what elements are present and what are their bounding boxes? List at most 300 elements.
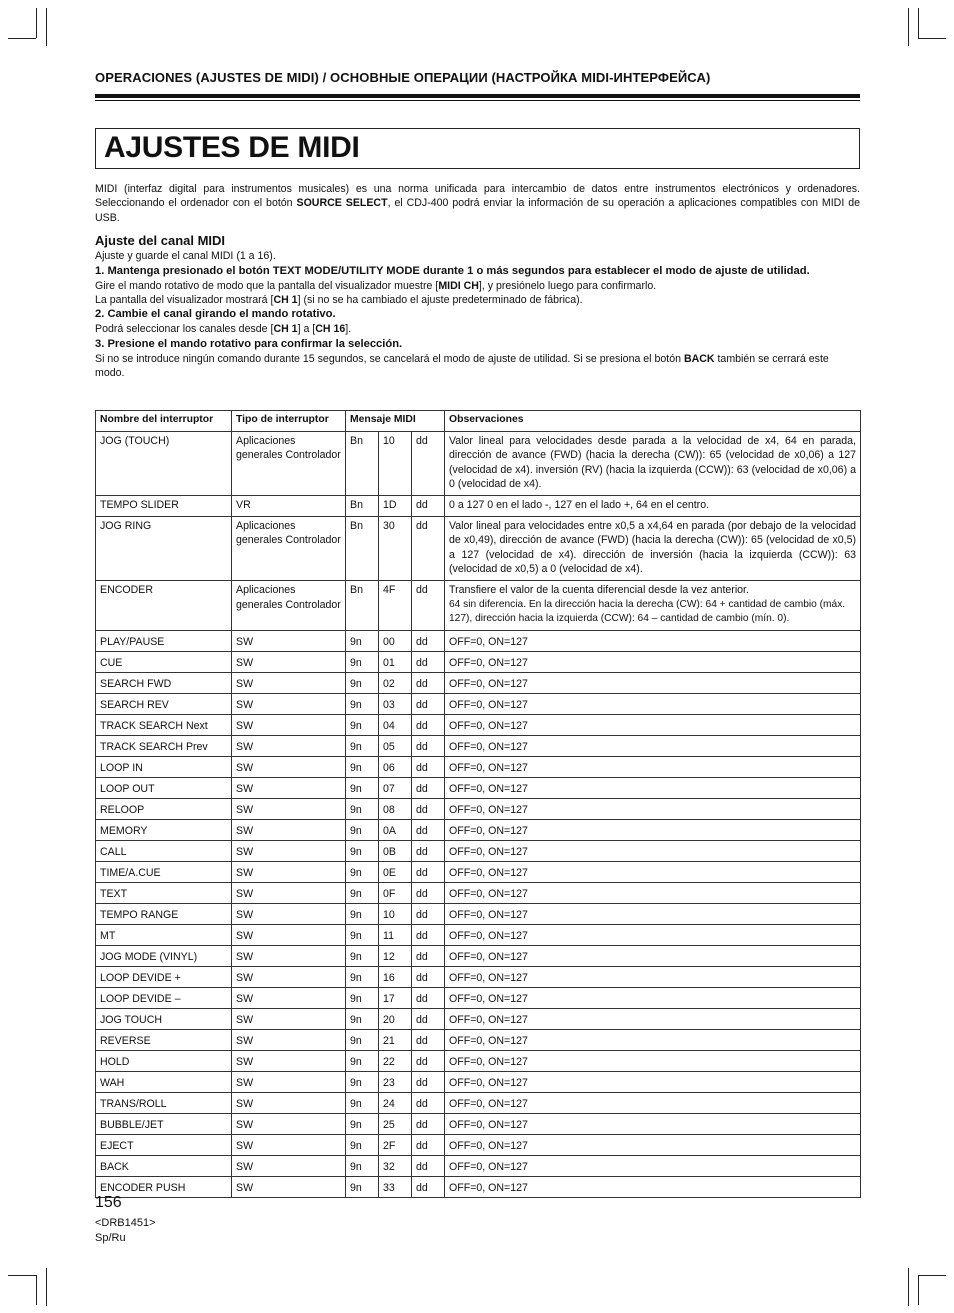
cell-midi-value: dd [412, 924, 445, 945]
observation-text: OFF=0, ON=127 [449, 950, 528, 963]
cell-switch-name: TEXT [96, 882, 232, 903]
observation-text: OFF=0, ON=127 [449, 887, 528, 900]
observation-text: OFF=0, ON=127 [449, 866, 528, 879]
cell-switch-type: SW [232, 861, 346, 882]
cell-switch-name: MEMORY [96, 819, 232, 840]
language-code: Sp/Ru [95, 1231, 126, 1244]
cell-observations [445, 882, 861, 903]
table-row [96, 819, 861, 840]
table-row [96, 987, 861, 1008]
cell-observations [445, 1092, 861, 1113]
table-row [96, 735, 861, 756]
cell-observations [445, 693, 861, 714]
table-row [96, 882, 861, 903]
cell-observations [445, 1113, 861, 1134]
cell-switch-type: SW [232, 777, 346, 798]
cell-midi-value: dd [412, 1092, 445, 1113]
crop-mark [908, 1268, 909, 1306]
cell-switch-type: SW [232, 798, 346, 819]
text: también se cerrará este modo. [95, 352, 829, 380]
cell-midi-value: dd [412, 714, 445, 735]
cell-midi-number: 07 [379, 777, 412, 798]
cell-midi-number: 33 [379, 1176, 412, 1197]
observation-text: OFF=0, ON=127 [449, 740, 528, 753]
cell-switch-name: JOG (TOUCH) [96, 431, 232, 495]
cell-observations [445, 495, 861, 516]
cell-switch-type: SW [232, 1071, 346, 1092]
table-row [96, 1092, 861, 1113]
crop-mark [46, 8, 47, 46]
cell-midi-number: 00 [379, 630, 412, 651]
col-header-obs: Observaciones [445, 411, 861, 432]
cell-midi-value: dd [412, 1029, 445, 1050]
observation-text: OFF=0, ON=127 [449, 677, 528, 690]
table-row [96, 1113, 861, 1134]
cell-midi-number: 21 [379, 1029, 412, 1050]
cell-switch-name: LOOP OUT [96, 777, 232, 798]
cell-switch-type: SW [232, 714, 346, 735]
cell-midi-status: 9n [346, 1008, 379, 1029]
cell-midi-status: 9n [346, 840, 379, 861]
cell-switch-type: SW [232, 966, 346, 987]
cell-midi-number: 10 [379, 903, 412, 924]
text: Gire el mando rotativo de modo que la pantalla del visualizador muestre [ [95, 279, 439, 292]
table-header-row [96, 411, 861, 432]
table-row [96, 431, 861, 495]
cell-midi-number: 2F [379, 1134, 412, 1155]
header-rule-thin [95, 100, 860, 101]
cell-midi-number: 05 [379, 735, 412, 756]
title-box [95, 128, 860, 169]
cell-midi-value: dd [412, 672, 445, 693]
cell-midi-value: dd [412, 903, 445, 924]
text: ]. [345, 323, 352, 336]
text: Podrá seleccionar los canales desde [ [95, 323, 274, 336]
cell-midi-status: Bn [346, 495, 379, 516]
cell-midi-value: dd [412, 840, 445, 861]
cell-midi-number: 25 [379, 1113, 412, 1134]
cell-switch-name: TEMPO SLIDER [96, 495, 232, 516]
observation-text: OFF=0, ON=127 [449, 1034, 528, 1047]
table-row [96, 672, 861, 693]
cell-observations [445, 987, 861, 1008]
observation-text: OFF=0, ON=127 [449, 1076, 528, 1089]
cell-switch-type: Aplicaciones generales Controlador [232, 516, 346, 580]
table-row [96, 798, 861, 819]
cell-switch-name: TEMPO RANGE [96, 903, 232, 924]
step-2: 2. Cambie el canal girando el mando rotativo. [95, 308, 336, 321]
cell-midi-status: 9n [346, 672, 379, 693]
cell-observations [445, 819, 861, 840]
cell-midi-value: dd [412, 987, 445, 1008]
cell-switch-type: SW [232, 672, 346, 693]
cell-switch-type: SW [232, 840, 346, 861]
observation-text: OFF=0, ON=127 [449, 971, 528, 984]
col-header-name: Nombre del interruptor [96, 411, 232, 432]
cell-observations [445, 651, 861, 672]
cell-midi-value: dd [412, 966, 445, 987]
crop-mark [46, 1268, 47, 1306]
cell-midi-number: 06 [379, 756, 412, 777]
cell-midi-status: 9n [346, 777, 379, 798]
cell-midi-value: dd [412, 693, 445, 714]
page-number: 156 [95, 1194, 122, 1211]
observation-text: OFF=0, ON=127 [449, 1013, 528, 1026]
observation-text: OFF=0, ON=127 [449, 1160, 528, 1173]
observation-text-2: 64 sin diferencia. En la dirección hacia la derecha (CW): 64 + cantidad de cambio (máx. 127), dirección hacia la izquierda (CCW): 64 – cantidad de cambio (mín. 0). [449, 598, 846, 625]
bold-text: CH 16 [315, 323, 346, 336]
col-header-type: Tipo de interruptor [232, 411, 346, 432]
observation-text: OFF=0, ON=127 [449, 1181, 528, 1194]
cell-switch-name: LOOP DEVIDE – [96, 987, 232, 1008]
cell-midi-number: 0E [379, 861, 412, 882]
text: ] (si no se ha cambiado el ajuste predeterminado de fábrica). [297, 294, 583, 307]
cell-midi-value: dd [412, 1113, 445, 1134]
cell-midi-status: 9n [346, 1050, 379, 1071]
cell-midi-status: 9n [346, 945, 379, 966]
intro-paragraph [95, 182, 860, 225]
cell-switch-type: SW [232, 1092, 346, 1113]
cell-midi-value: dd [412, 1176, 445, 1197]
cell-midi-status: 9n [346, 651, 379, 672]
cell-midi-number: 04 [379, 714, 412, 735]
cell-midi-number: 0F [379, 882, 412, 903]
cell-switch-name: BACK [96, 1155, 232, 1176]
cell-switch-type: SW [232, 735, 346, 756]
step-3: 3. Presione el mando rotativo para confirmar la selección. [95, 337, 403, 350]
cell-switch-name: JOG TOUCH [96, 1008, 232, 1029]
cell-midi-number: 16 [379, 966, 412, 987]
header-rule [95, 94, 860, 98]
cell-observations [445, 1134, 861, 1155]
cell-switch-type: SW [232, 987, 346, 1008]
table-row [96, 1029, 861, 1050]
cell-midi-value: dd [412, 1008, 445, 1029]
cell-midi-value: dd [412, 495, 445, 516]
table-row [96, 1008, 861, 1029]
cell-switch-name: TRACK SEARCH Next [96, 714, 232, 735]
footer-code [95, 1216, 156, 1245]
crop-mark [8, 1275, 36, 1276]
cell-observations [445, 756, 861, 777]
bold-text: BACK [683, 352, 715, 365]
cell-midi-status: 9n [346, 987, 379, 1008]
observation-text: OFF=0, ON=127 [449, 1055, 528, 1068]
observation-text: OFF=0, ON=127 [449, 845, 528, 858]
cell-midi-value: dd [412, 756, 445, 777]
cell-midi-status: 9n [346, 630, 379, 651]
cell-midi-value: dd [412, 798, 445, 819]
cell-midi-number: 08 [379, 798, 412, 819]
cell-observations [445, 735, 861, 756]
crop-mark [908, 8, 909, 46]
cell-switch-name: MT [96, 924, 232, 945]
observation-text: OFF=0, ON=127 [449, 698, 528, 711]
cell-observations [445, 431, 861, 495]
section-subtitle: Ajuste y guarde el canal MIDI (1 a 16). [95, 250, 276, 263]
table-row [96, 651, 861, 672]
cell-midi-number: 0A [379, 819, 412, 840]
cell-observations [445, 580, 861, 630]
step-3-line [95, 352, 860, 381]
cell-switch-name: CALL [96, 840, 232, 861]
table-row [96, 840, 861, 861]
table-row [96, 1071, 861, 1092]
table-row [96, 924, 861, 945]
cell-switch-type: Aplicaciones generales Controlador [232, 580, 346, 630]
table-row [96, 693, 861, 714]
cell-switch-name: RELOOP [96, 798, 232, 819]
cell-midi-value: dd [412, 516, 445, 580]
cell-switch-type: SW [232, 1134, 346, 1155]
cell-switch-type: SW [232, 1050, 346, 1071]
table-row [96, 903, 861, 924]
observation-text: OFF=0, ON=127 [449, 719, 528, 732]
cell-observations [445, 672, 861, 693]
cell-midi-value: dd [412, 1071, 445, 1092]
crop-mark [918, 1275, 946, 1276]
table-row [96, 756, 861, 777]
cell-switch-type: SW [232, 651, 346, 672]
cell-switch-name: LOOP DEVIDE + [96, 966, 232, 987]
table-row [96, 777, 861, 798]
cell-midi-status: Bn [346, 516, 379, 580]
cell-midi-status: 9n [346, 1134, 379, 1155]
cell-observations [445, 945, 861, 966]
observation-text: OFF=0, ON=127 [449, 1097, 528, 1110]
col-header-midi: Mensaje MIDI [346, 411, 445, 432]
crop-mark [36, 1275, 37, 1305]
cell-midi-value: dd [412, 630, 445, 651]
doc-code: <DRB1451> [95, 1217, 156, 1229]
table-row [96, 714, 861, 735]
cell-observations [445, 798, 861, 819]
step-1-line-2 [95, 293, 860, 307]
cell-midi-value: dd [412, 431, 445, 495]
cell-switch-type: SW [232, 1029, 346, 1050]
observation-text: OFF=0, ON=127 [449, 782, 528, 795]
table-row [96, 495, 861, 516]
cell-observations [445, 966, 861, 987]
cell-midi-status: 9n [346, 714, 379, 735]
cell-midi-value: dd [412, 651, 445, 672]
cell-midi-value: dd [412, 1050, 445, 1071]
cell-switch-name: BUBBLE/JET [96, 1113, 232, 1134]
table-row [96, 945, 861, 966]
cell-switch-name: REVERSE [96, 1029, 232, 1050]
bold-text: CH 1 [273, 294, 298, 307]
crop-mark [918, 8, 919, 38]
cell-midi-status: Bn [346, 431, 379, 495]
intro-text: MIDI (interfaz digital para instrumentos musicales) es una norma unificada para intercambio de datos entre instrumentos electrónicos y ordenadores. Seleccionando el ordenador con el botón [95, 183, 860, 210]
observation-text: OFF=0, ON=127 [449, 635, 528, 648]
cell-midi-status: 9n [346, 1092, 379, 1113]
text: ] a [ [297, 323, 316, 336]
cell-switch-name: WAH [96, 1071, 232, 1092]
cell-switch-type: SW [232, 1176, 346, 1197]
cell-midi-status: 9n [346, 693, 379, 714]
cell-midi-status: 9n [346, 1155, 379, 1176]
cell-midi-value: dd [412, 861, 445, 882]
observation-text: OFF=0, ON=127 [449, 803, 528, 816]
cell-midi-status: 9n [346, 966, 379, 987]
cell-switch-type: SW [232, 756, 346, 777]
cell-midi-value: dd [412, 945, 445, 966]
observation-text: 0 a 127 0 en el lado -, 127 en el lado +, 64 en el centro. [449, 498, 710, 511]
cell-midi-value: dd [412, 819, 445, 840]
table-row [96, 1155, 861, 1176]
cell-observations [445, 861, 861, 882]
cell-midi-status: 9n [346, 1029, 379, 1050]
cell-switch-name: ENCODER [96, 580, 232, 630]
cell-switch-name: SEARCH REV [96, 693, 232, 714]
cell-midi-number: 11 [379, 924, 412, 945]
observation-text: OFF=0, ON=127 [449, 1118, 528, 1131]
cell-switch-name: EJECT [96, 1134, 232, 1155]
cell-switch-name: CUE [96, 651, 232, 672]
cell-midi-status: 9n [346, 861, 379, 882]
cell-switch-type: VR [232, 495, 346, 516]
cell-observations [445, 903, 861, 924]
cell-midi-status: 9n [346, 882, 379, 903]
crop-mark [918, 38, 946, 39]
cell-midi-number: 10 [379, 431, 412, 495]
observation-text: OFF=0, ON=127 [449, 1139, 528, 1152]
cell-observations [445, 1008, 861, 1029]
cell-midi-number: 03 [379, 693, 412, 714]
crop-mark [918, 1275, 919, 1305]
cell-midi-value: dd [412, 777, 445, 798]
cell-midi-status: 9n [346, 1176, 379, 1197]
cell-midi-status: 9n [346, 756, 379, 777]
cell-midi-value: dd [412, 1155, 445, 1176]
cell-switch-type: SW [232, 693, 346, 714]
bold-text: CH 1 [273, 323, 298, 336]
cell-switch-name: JOG RING [96, 516, 232, 580]
section-title: Ajuste del canal MIDI [95, 233, 226, 249]
cell-observations [445, 630, 861, 651]
cell-switch-name: ENCODER PUSH [96, 1176, 232, 1197]
cell-midi-status: 9n [346, 819, 379, 840]
step-2-line [95, 322, 860, 336]
cell-observations [445, 840, 861, 861]
table-row [96, 630, 861, 651]
cell-midi-number: 12 [379, 945, 412, 966]
observation-text: OFF=0, ON=127 [449, 908, 528, 921]
cell-midi-number: 22 [379, 1050, 412, 1071]
cell-observations [445, 777, 861, 798]
cell-switch-name: PLAY/PAUSE [96, 630, 232, 651]
cell-switch-type: SW [232, 945, 346, 966]
observation-text: OFF=0, ON=127 [449, 761, 528, 774]
cell-midi-number: 02 [379, 672, 412, 693]
table-row [96, 1134, 861, 1155]
cell-switch-type: SW [232, 1155, 346, 1176]
cell-midi-number: 4F [379, 580, 412, 630]
observation-text: OFF=0, ON=127 [449, 929, 528, 942]
bold-text: MIDI CH [438, 279, 479, 292]
cell-observations [445, 1050, 861, 1071]
table-row [96, 580, 861, 630]
cell-midi-value: dd [412, 882, 445, 903]
cell-midi-value: dd [412, 1134, 445, 1155]
cell-switch-name: TIME/A.CUE [96, 861, 232, 882]
section-header: OPERACIONES (AJUSTES DE MIDI) / ОСНОВНЫЕ ОПЕРАЦИИ (НАСТРОЙКА MIDI-ИНТЕРФЕЙСА) [95, 70, 711, 85]
observation-text: OFF=0, ON=127 [449, 656, 528, 669]
cell-switch-type: SW [232, 903, 346, 924]
cell-midi-number: 23 [379, 1071, 412, 1092]
cell-midi-number: 32 [379, 1155, 412, 1176]
table-row [96, 861, 861, 882]
step-1-line-1 [95, 279, 860, 293]
content [95, 182, 860, 381]
intro-bold: SOURCE SELECT [296, 197, 388, 210]
cell-switch-name: TRACK SEARCH Prev [96, 735, 232, 756]
cell-switch-type: SW [232, 1008, 346, 1029]
intro-text-2: , el CDJ-400 podrá enviar la información de su operación a aplicaciones compatibles con MIDI de USB. [95, 197, 860, 224]
cell-midi-status: 9n [346, 735, 379, 756]
cell-midi-status: 9n [346, 1071, 379, 1092]
observation-text: Valor lineal para velocidades entre x0,5 a x4,64 en parada (por debajo de la velocidad de x0,49), dirección de avance (FWD) (hacia la derecha (CW)): 65 (velocidad de x0,5) a 127 (velocidad de x4). dirección de inversión (hacia la izquierda (CCW)): 63 (velocidad de x0,5) a 0 (velocidad de x4). [449, 519, 857, 576]
cell-midi-status: 9n [346, 1113, 379, 1134]
text: Si no se introduce ningún comando durante 15 segundos, se cancelará el modo de ajuste de utilidad. Si se presiona el botón [95, 352, 684, 365]
cell-midi-value: dd [412, 735, 445, 756]
table-row [96, 1176, 861, 1197]
cell-observations [445, 1029, 861, 1050]
cell-switch-name: SEARCH FWD [96, 672, 232, 693]
cell-midi-number: 30 [379, 516, 412, 580]
cell-observations [445, 1071, 861, 1092]
midi-table [95, 410, 861, 1198]
cell-switch-type: SW [232, 630, 346, 651]
cell-midi-number: 0B [379, 840, 412, 861]
cell-switch-name: TRANS/ROLL [96, 1092, 232, 1113]
text: La pantalla del visualizador mostrará [ [95, 294, 274, 307]
step-1: 1. Mantenga presionado el botón TEXT MODE/UTILITY MODE durante 1 o más segundos para establecer el modo de ajuste de utilidad. [95, 264, 810, 277]
cell-midi-value: dd [412, 580, 445, 630]
cell-midi-status: 9n [346, 903, 379, 924]
cell-switch-type: SW [232, 882, 346, 903]
observation-text: Valor lineal para velocidades desde parada a la velocidad de x4, 64 en parada, dirección de avance (FWD) (hacia la derecha (CW)): 65 (velocidad de x0,06) a 127 (velocidad de x4). inversión (RV) (hacia la izquierda (CCW)): 63 (velocidad de x0,06) a 0 (velocidad de x4). [449, 434, 857, 491]
table-row [96, 516, 861, 580]
table-row [96, 1050, 861, 1071]
observation-text: Transfiere el valor de la cuenta diferencial desde la vez anterior. [449, 583, 749, 596]
cell-midi-status: 9n [346, 924, 379, 945]
cell-midi-number: 1D [379, 495, 412, 516]
text: ], y presiónelo luego para confirmarlo. [478, 279, 657, 292]
crop-mark [8, 38, 36, 39]
cell-switch-type: Aplicaciones generales Controlador [232, 431, 346, 495]
cell-observations [445, 924, 861, 945]
cell-switch-name: LOOP IN [96, 756, 232, 777]
cell-switch-name: HOLD [96, 1050, 232, 1071]
cell-switch-type: SW [232, 924, 346, 945]
cell-midi-number: 01 [379, 651, 412, 672]
cell-observations [445, 714, 861, 735]
cell-midi-number: 17 [379, 987, 412, 1008]
cell-midi-status: Bn [346, 580, 379, 630]
observation-text: OFF=0, ON=127 [449, 992, 528, 1005]
crop-mark [36, 8, 37, 38]
cell-observations [445, 516, 861, 580]
cell-midi-status: 9n [346, 798, 379, 819]
cell-observations [445, 1155, 861, 1176]
cell-switch-name: JOG MODE (VINYL) [96, 945, 232, 966]
observation-text: OFF=0, ON=127 [449, 824, 528, 837]
cell-midi-number: 20 [379, 1008, 412, 1029]
cell-switch-type: SW [232, 819, 346, 840]
cell-switch-type: SW [232, 1113, 346, 1134]
